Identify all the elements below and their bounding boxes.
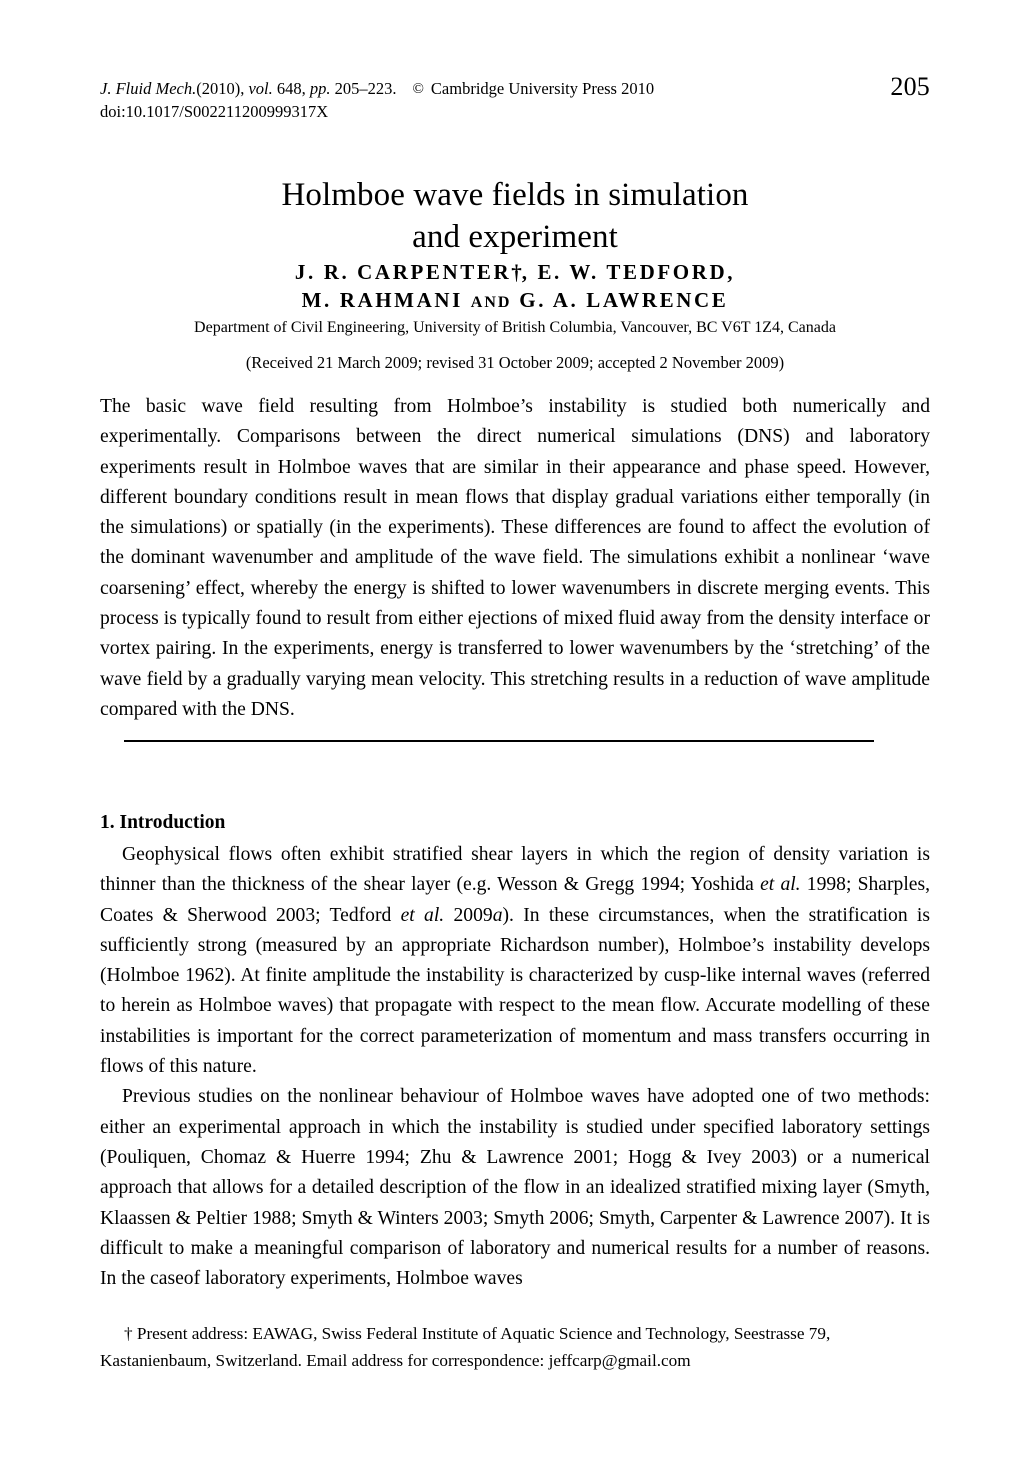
author-footnote-marker: †	[511, 260, 522, 284]
pages-label: pp.	[309, 79, 331, 98]
p1-etal-2: et al.	[400, 904, 445, 926]
abstract-text: The basic wave field resulting from Holmboe’s instability is studied both numerically and experimentally. Comparisons between the direct numerical simulations (DNS) and laboratory experiments result in Holmboe waves that are similar in their appearance and phase speed. However, different boundary conditions result in mean flows that display gradual variations either temporally (in the simulations) or spatially (in the experiments). These differences are found to affect the evolution of the dominant wavenumber and amplitude of the wave field. The simulations exhibit a nonlinear ‘wave coarsening’ effect, whereby the energy is shifted to lower wavenumbers in discrete merging events. This process is typically found to result from either ejections of mixed fluid away from the density interface or vortex pairing. In the experiments, energy is transferred to lower wavenumbers by the ‘stretching’ of the wave field by a gradually varying mean velocity. This stretching results in a reduction of wave amplitude compared with the DNS.	[100, 396, 930, 720]
volume-label: vol.	[248, 79, 273, 98]
author-rahmani: M. RAHMANI	[301, 288, 471, 312]
paragraph-2: Previous studies on the nonlinear behaviour of Holmboe waves have adopted one of two methods: either an experimental approach in which the instability is studied under specified laboratory settings (Pouliquen, Chomaz & Huerre 1994; Zhu & Lawrence 2001; Hogg & Ivey 2003) or a numerical approach that allows for a detailed description of the flow in an idealized stratified mixing layer (Smyth, Klaassen & Peltier 1988; Smyth & Winters 2003; Smyth 2006; Smyth, Carpenter & Lawrence 2007). It is difficult to make a meaningful comparison of laboratory and numerical results for a number of reasons. In the caseof laboratory experiments, Holmboe waves	[100, 1086, 930, 1290]
author-tedford: , E. W. TEDFORD,	[521, 260, 736, 284]
page-title	[100, 174, 930, 258]
received-dates: (Received 21 March 2009; revised 31 October 2009; accepted 2 November 2009)	[245, 353, 785, 372]
journal-citation-line	[100, 78, 654, 101]
p1-part-4: ). In these circumstances, when the stratification is sufficiently strong (measured by an appropriate Richardson number), Holmboe’s instability develops (Holmboe 1962). At finite amplitude the instability is characterized by cusp-like internal waves (referred to herein as Holmboe waves) that propagate with respect to the mean flow. Accurate modelling of these instabilities is important for the correct parameterization of momentum and mass transfers occurring in flows of this nature.	[100, 904, 930, 1078]
p1-part-2: 1998; Sharples, Coates & Sherwood 2003; Tedford	[100, 874, 930, 926]
abstract-divider-rule	[124, 740, 874, 742]
issue-info: (2010),	[196, 79, 249, 98]
page-number: 205	[890, 72, 930, 101]
footnote	[100, 1320, 930, 1374]
footnote-marker-icon: †	[124, 1324, 133, 1343]
copyright-icon: ©	[412, 81, 424, 97]
section-heading-introduction: 1. Introduction	[100, 812, 226, 833]
footnote-paragraph	[100, 1320, 930, 1374]
footnote-text: Present address: EAWAG, Swiss Federal Institute of Aquatic Science and Technology, Seestrasse 79, Kastanienbaum, Switzerland. Email address for correspondence: jeffcarp@gmail.com	[100, 1324, 831, 1370]
title-line-2: and experiment	[412, 219, 618, 256]
doi-text: doi:10.1017/S002211200999317X	[100, 102, 329, 121]
doi-line	[100, 101, 328, 122]
journal-name: J. Fluid Mech.	[100, 79, 197, 98]
body-text	[100, 840, 930, 1294]
author-list	[100, 258, 930, 317]
p1-part-1: Geophysical flows often exhibit stratified shear layers in which the region of density variation is thinner than the thickness of the shear layer (e.g. Wesson & Gregg 1994; Yoshida	[100, 844, 930, 896]
paragraph-1	[100, 840, 930, 1082]
pages-value: 205–223.	[330, 79, 397, 98]
p1-part-3: 2009	[444, 904, 493, 926]
volume-value: 648,	[272, 79, 310, 98]
author-line-1	[100, 258, 930, 286]
running-head	[100, 72, 930, 126]
publisher-name: Cambridge University Press 2010	[430, 79, 655, 98]
p1-year-suffix: a	[492, 904, 503, 926]
author-lawrence: G. A. LAWRENCE	[511, 288, 729, 312]
author-conjunction: AND	[470, 294, 512, 311]
title-line-1: Holmboe wave fields in simulation	[281, 177, 749, 214]
p1-etal-1: et al.	[760, 874, 801, 896]
author-line-2	[100, 286, 930, 317]
author-carpenter: J. R. CARPENTER	[294, 260, 512, 284]
affiliation: Department of Civil Engineering, University of British Columbia, Vancouver, BC V6T 1Z4, Canada	[194, 319, 836, 336]
